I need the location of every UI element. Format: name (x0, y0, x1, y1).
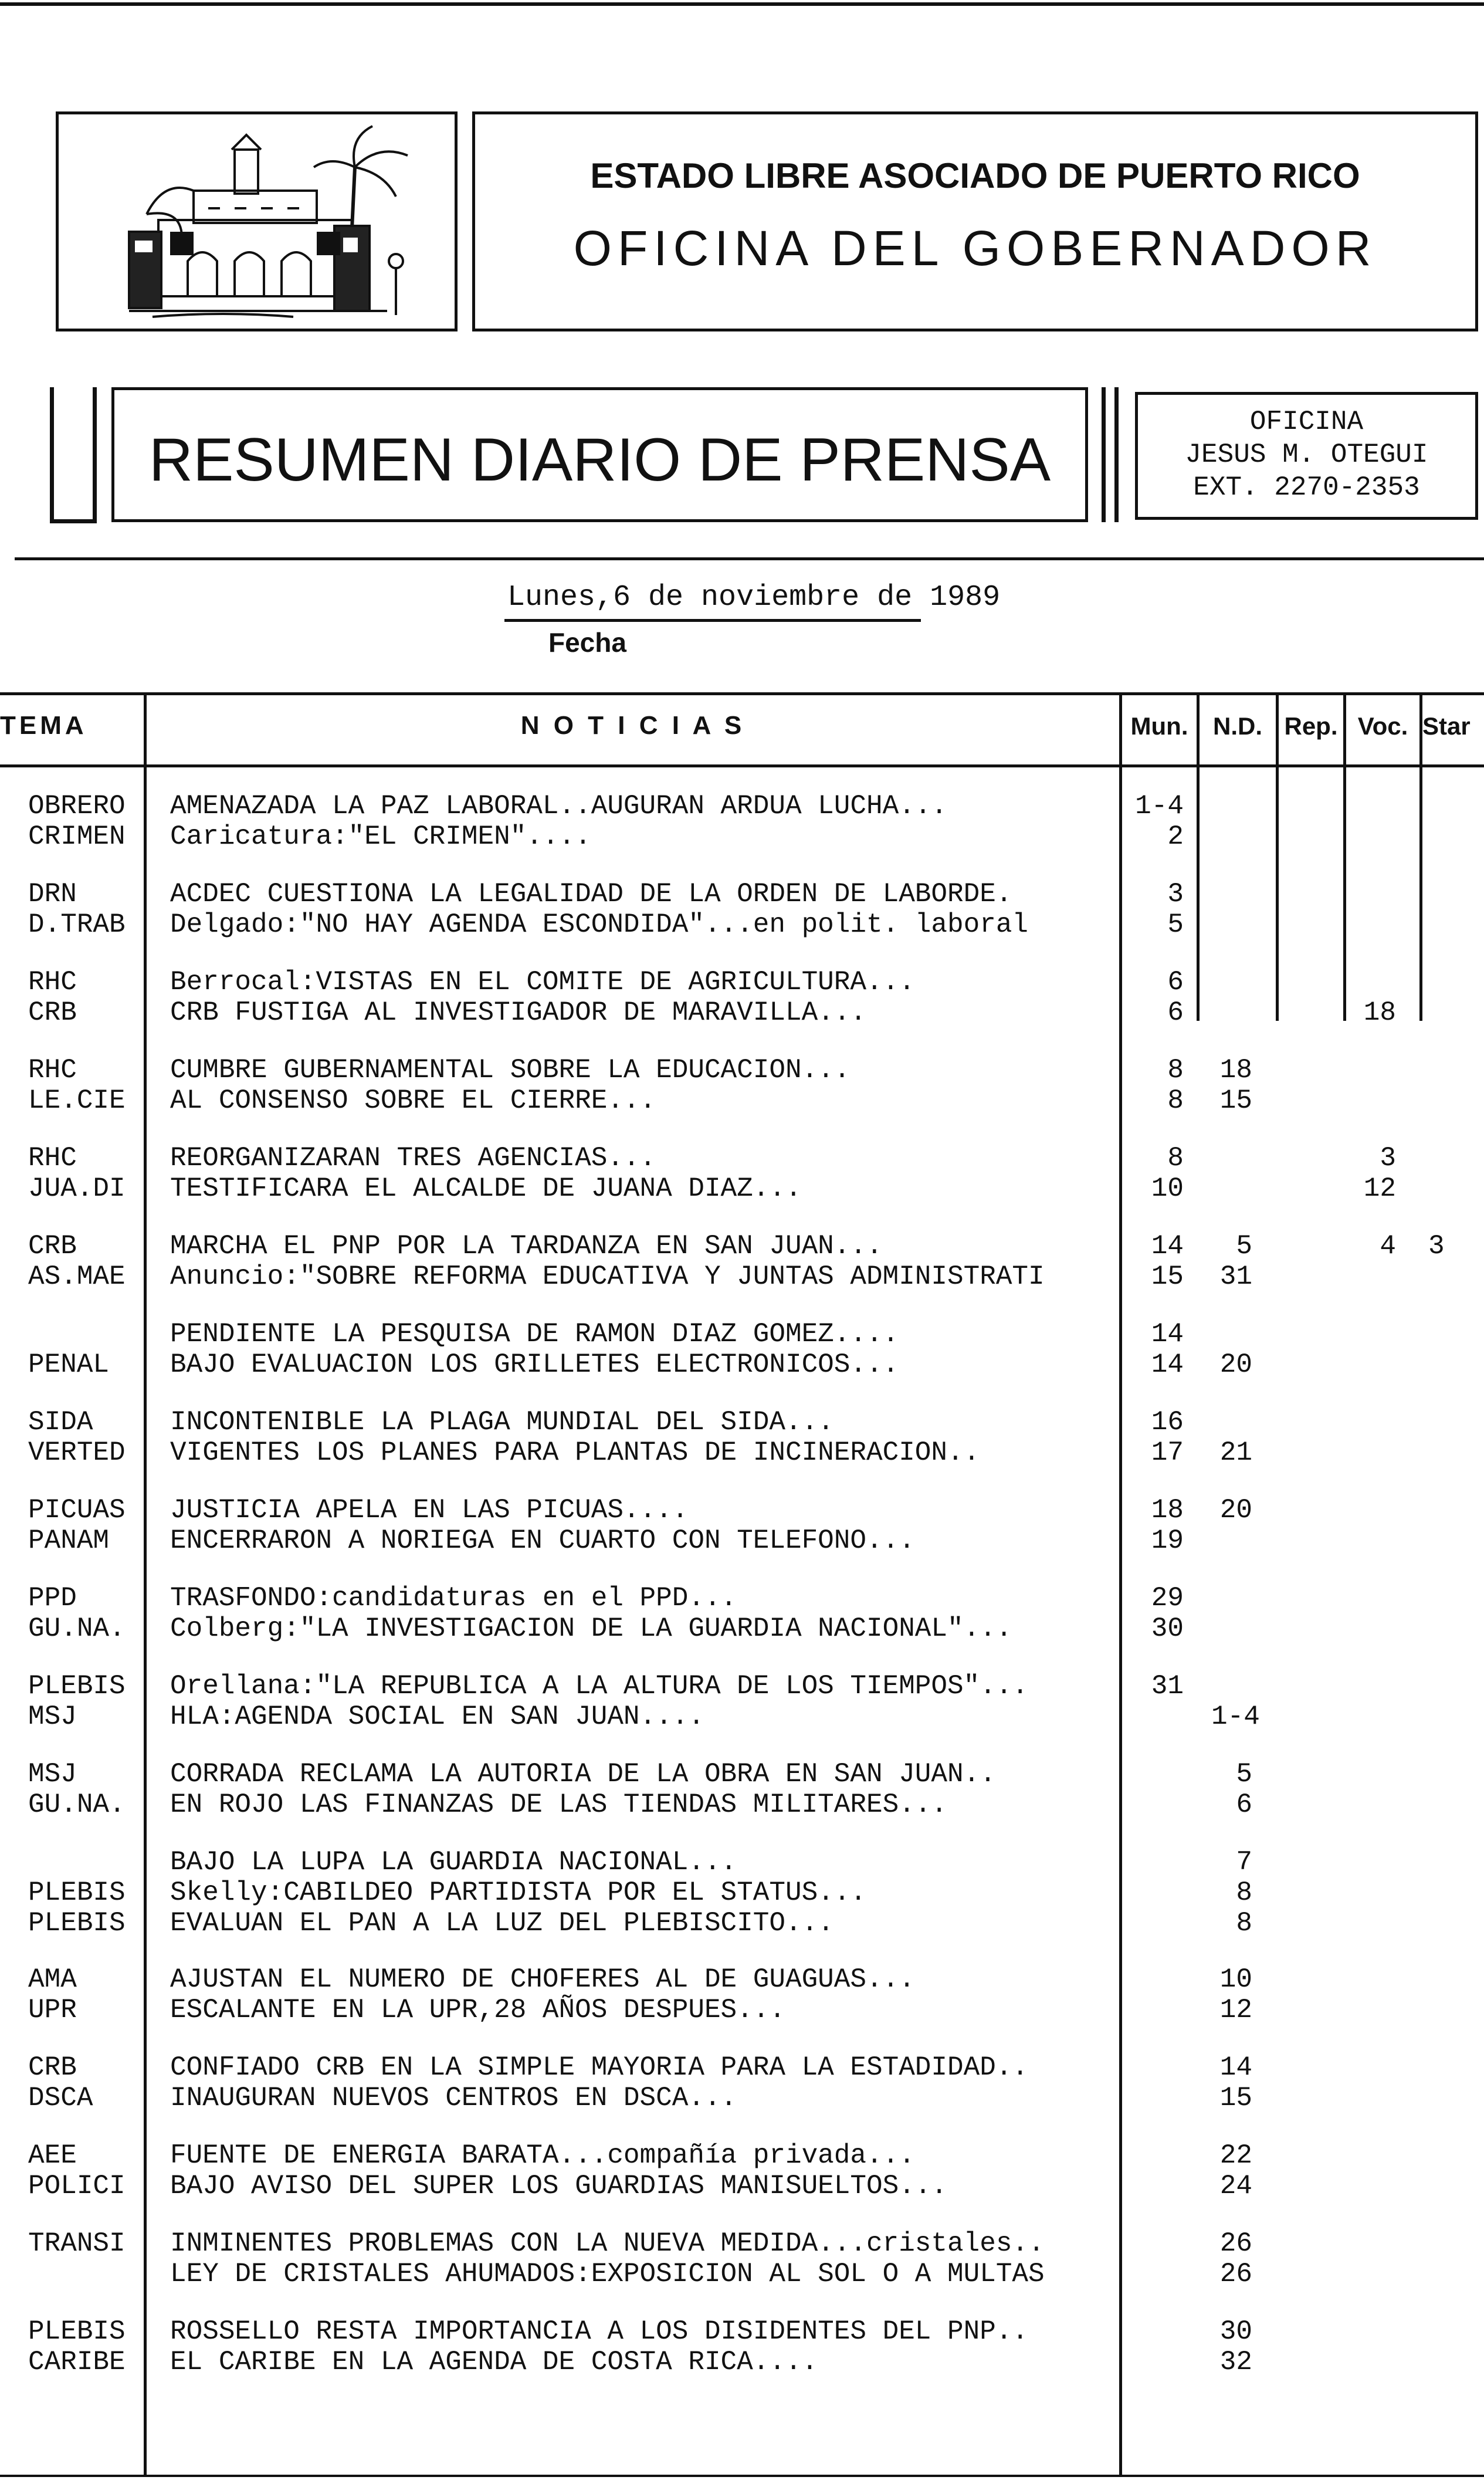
cell-mun: 31 (1151, 1671, 1184, 1701)
table-row (0, 967, 1484, 997)
cell-nd: 18 (1219, 1055, 1252, 1085)
cell-tema: PENAL (28, 1349, 110, 1380)
header-tema: TEMA (0, 711, 87, 740)
cell-nd: 1-4 (1211, 1701, 1260, 1732)
letterhead-line-1: ESTADO LIBRE ASOCIADO DE PUERTO RICO (590, 156, 1360, 195)
cell-tema: PPD (28, 1583, 77, 1613)
header-noticias: N O T I C I A S (520, 711, 746, 740)
cell-star: 3 (1428, 1231, 1445, 1261)
cell-noticia: EN ROJO LAS FINANZAS DE LAS TIENDAS MILITARES... (170, 1789, 948, 1820)
page-bottom-rule (0, 2475, 1484, 2477)
cell-noticia: Anuncio:"SOBRE REFORMA EDUCATIVA Y JUNTAS ADMINISTRATI (170, 1261, 1045, 1292)
cell-tema: SIDA (28, 1407, 93, 1437)
table-row (0, 1143, 1484, 1173)
cell-nd: 15 (1219, 2083, 1252, 2113)
table-row (0, 1173, 1484, 1204)
cell-noticia: Berrocal:VISTAS EN EL COMITE DE AGRICULTURA... (170, 967, 915, 997)
cell-tema: GU.NA. (28, 1789, 126, 1820)
cell-noticia: PENDIENTE LA PESQUISA DE RAMON DIAZ GOMEZ.... (170, 1319, 899, 1349)
cell-tema: RHC (28, 967, 77, 997)
cell-noticia: Orellana:"LA REPUBLICA A LA ALTURA DE LOS TIEMPOS"... (170, 1671, 1029, 1701)
table-row (0, 997, 1484, 1028)
cell-nd: 8 (1236, 1877, 1252, 1908)
cell-mun: 14 (1151, 1319, 1184, 1349)
cell-tema: CARIBE (28, 2347, 126, 2377)
date-label: Fecha (548, 627, 626, 658)
cell-noticia: INAUGURAN NUEVOS CENTROS EN DSCA... (170, 2083, 737, 2113)
cell-mun: 3 (1167, 879, 1184, 909)
table-row (0, 791, 1484, 821)
cell-noticia: TESTIFICARA EL ALCALDE DE JUANA DIAZ... (170, 1173, 802, 1204)
table-row (0, 1085, 1484, 1116)
cell-noticia: TRASFONDO:candidaturas en el PPD... (170, 1583, 737, 1613)
table-row (0, 821, 1484, 852)
cell-mun: 2 (1167, 821, 1184, 852)
cell-tema: TRANSI (28, 2228, 126, 2259)
cell-noticia: CUMBRE GUBERNAMENTAL SOBRE LA EDUCACION... (170, 1055, 851, 1085)
cell-tema: PLEBIS (28, 1671, 126, 1701)
cell-tema: DSCA (28, 2083, 93, 2113)
cell-voc: 18 (1363, 997, 1396, 1028)
cell-noticia: INMINENTES PROBLEMAS CON LA NUEVA MEDIDA...cristales.. (170, 2228, 1045, 2259)
header-mun: Mun. (1130, 712, 1188, 740)
cell-noticia: INCONTENIBLE LA PLAGA MUNDIAL DEL SIDA... (170, 1407, 834, 1437)
cell-noticia: ENCERRARON A NORIEGA EN CUARTO CON TELEFONO... (170, 1525, 915, 1556)
table-row (0, 1847, 1484, 1877)
table-row (0, 2228, 1484, 2259)
cell-mun: 17 (1151, 1437, 1184, 1468)
table-row (0, 1701, 1484, 1732)
cell-noticia: CORRADA RECLAMA LA AUTORIA DE LA OBRA EN SAN JUAN.. (170, 1759, 996, 1789)
cell-nd: 7 (1236, 1847, 1252, 1877)
table-row (0, 1964, 1484, 1995)
cell-tema: VERTED (28, 1437, 126, 1468)
letterhead-line-2: OFICINA DEL GOBERNADOR (573, 221, 1377, 276)
cell-nd: 10 (1219, 1964, 1252, 1995)
cell-nd: 14 (1219, 2052, 1252, 2083)
cell-mun: 29 (1151, 1583, 1184, 1613)
cell-noticia: Delgado:"NO HAY AGENDA ESCONDIDA"...en polit. laboral (170, 909, 1029, 940)
cell-voc: 4 (1380, 1231, 1396, 1261)
header-star: Star (1422, 712, 1471, 740)
table-header-rule (0, 764, 1484, 767)
cell-tema: RHC (28, 1055, 77, 1085)
cell-mun: 5 (1167, 909, 1184, 940)
cell-nd: 8 (1236, 1908, 1252, 1938)
table-row (0, 2083, 1484, 2113)
banner-title: RESUMEN DIARIO DE PRENSA (148, 426, 1051, 494)
cell-tema: CRIMEN (28, 821, 126, 852)
cell-nd: 5 (1236, 1759, 1252, 1789)
cell-mun: 15 (1151, 1261, 1184, 1292)
table-row (0, 1349, 1484, 1380)
cell-noticia: Skelly:CABILDEO PARTIDISTA POR EL STATUS... (170, 1877, 866, 1908)
cell-nd: 32 (1219, 2347, 1252, 2377)
cell-mun: 18 (1151, 1495, 1184, 1525)
cell-mun: 8 (1167, 1055, 1184, 1085)
cell-tema: MSJ (28, 1701, 77, 1732)
header-voc: Voc. (1357, 712, 1408, 740)
cell-tema: PICUAS (28, 1495, 126, 1525)
cell-tema: AMA (28, 1964, 77, 1995)
fortaleza-building-logo (59, 114, 455, 329)
table-row (0, 2171, 1484, 2201)
cell-mun: 10 (1151, 1173, 1184, 1204)
cell-nd: 22 (1219, 2140, 1252, 2171)
cell-tema: OBRERO (28, 791, 126, 821)
table-row (0, 1583, 1484, 1613)
cell-tema: CRB (28, 2052, 77, 2083)
cell-tema: MSJ (28, 1759, 77, 1789)
cell-noticia: ROSSELLO RESTA IMPORTANCIA A LOS DISIDENTES DEL PNP.. (170, 2316, 1029, 2347)
cell-noticia: MARCHA EL PNP POR LA TARDANZA EN SAN JUAN... (170, 1231, 883, 1261)
cell-tema: GU.NA. (28, 1613, 126, 1644)
table-row (0, 2052, 1484, 2083)
cell-noticia: CRB FUSTIGA AL INVESTIGADOR DE MARAVILLA... (170, 997, 866, 1028)
table-row (0, 1525, 1484, 1556)
cell-nd: 20 (1219, 1349, 1252, 1380)
cell-noticia: ACDEC CUESTIONA LA LEGALIDAD DE LA ORDEN DE LABORDE. (170, 879, 1012, 909)
table-row (0, 1495, 1484, 1525)
office-box (1135, 392, 1478, 520)
cell-tema: LE.CIE (28, 1085, 126, 1116)
page-top-edge (0, 2, 1484, 6)
cell-noticia: BAJO EVALUACION LOS GRILLETES ELECTRONICOS... (170, 1349, 899, 1380)
cell-voc: 3 (1380, 1143, 1396, 1173)
cell-tema: PLEBIS (28, 1908, 126, 1938)
cell-noticia: REORGANIZARAN TRES AGENCIAS... (170, 1143, 656, 1173)
cell-tema: AEE (28, 2140, 77, 2171)
cell-tema: RHC (28, 1143, 77, 1173)
cell-noticia: CONFIADO CRB EN LA SIMPLE MAYORIA PARA LA ESTADIDAD.. (170, 2052, 1029, 2083)
cell-noticia: BAJO LA LUPA LA GUARDIA NACIONAL... (170, 1847, 737, 1877)
cell-mun: 1-4 (1135, 791, 1184, 821)
table-row (0, 1908, 1484, 1938)
cell-mun: 8 (1167, 1143, 1184, 1173)
cell-mun: 14 (1151, 1231, 1184, 1261)
banner-bar-right-2 (1114, 387, 1119, 522)
table-row (0, 2316, 1484, 2347)
cell-tema: CRB (28, 1231, 77, 1261)
table-row (0, 1789, 1484, 1820)
cell-tema: PLEBIS (28, 1877, 126, 1908)
table-row (0, 1613, 1484, 1644)
cell-tema: PLEBIS (28, 2316, 126, 2347)
cell-nd: 31 (1219, 1261, 1252, 1292)
table-row (0, 1261, 1484, 1292)
table-row (0, 1671, 1484, 1701)
cell-noticia: VIGENTES LOS PLANES PARA PLANTAS DE INCINERACION.. (170, 1437, 980, 1468)
cell-noticia: Caricatura:"EL CRIMEN".... (170, 821, 591, 852)
date-value: Lunes,6 de noviembre de 1989 (507, 581, 1001, 614)
table-row (0, 1231, 1484, 1261)
table-row (0, 1407, 1484, 1437)
cell-noticia: JUSTICIA APELA EN LAS PICUAS.... (170, 1495, 689, 1525)
office-name: JESUS M. OTEGUI (1185, 439, 1428, 470)
cell-nd: 26 (1219, 2259, 1252, 2289)
table-row (0, 2259, 1484, 2289)
cell-noticia: Colberg:"LA INVESTIGACION DE LA GUARDIA NACIONAL"... (170, 1613, 1012, 1644)
cell-mun: 6 (1167, 997, 1184, 1028)
banner-bar-left-bottom (50, 519, 97, 523)
cell-noticia: AMENAZADA LA PAZ LABORAL..AUGURAN ARDUA LUCHA... (170, 791, 948, 821)
cell-noticia: HLA:AGENDA SOCIAL EN SAN JUAN.... (170, 1701, 704, 1732)
cell-nd: 15 (1219, 1085, 1252, 1116)
cell-mun: 8 (1167, 1085, 1184, 1116)
table-row (0, 1319, 1484, 1349)
cell-noticia: EVALUAN EL PAN A LA LUZ DEL PLEBISCITO... (170, 1908, 834, 1938)
cell-nd: 26 (1219, 2228, 1252, 2259)
cell-noticia: FUENTE DE ENERGIA BARATA...compañía privada... (170, 2140, 915, 2171)
cell-mun: 14 (1151, 1349, 1184, 1380)
banner-rule (15, 557, 1484, 560)
cell-mun: 19 (1151, 1525, 1184, 1556)
table-row (0, 1437, 1484, 1468)
banner-bar-right-1 (1102, 387, 1106, 522)
cell-nd: 5 (1236, 1231, 1252, 1261)
cell-tema: DRN (28, 879, 77, 909)
cell-tema: UPR (28, 1995, 77, 2025)
cell-tema: AS.MAE (28, 1261, 126, 1292)
cell-noticia: BAJO AVISO DEL SUPER LOS GUARDIAS MANISUELTOS... (170, 2171, 948, 2201)
cell-nd: 21 (1219, 1437, 1252, 1468)
cell-tema: POLICI (28, 2171, 126, 2201)
table-row (0, 2140, 1484, 2171)
banner-title-box (111, 387, 1088, 522)
letterhead-box (472, 111, 1478, 331)
table-row (0, 1877, 1484, 1908)
cell-tema: D.TRAB (28, 909, 126, 940)
table-row (0, 909, 1484, 940)
office-ext: EXT. 2270-2353 (1193, 472, 1420, 503)
cell-mun: 6 (1167, 967, 1184, 997)
banner-bar-left-1 (50, 387, 54, 522)
cell-mun: 30 (1151, 1613, 1184, 1644)
cell-noticia: EL CARIBE EN LA AGENDA DE COSTA RICA.... (170, 2347, 818, 2377)
table-top-rule (0, 692, 1484, 695)
seal-box (56, 111, 458, 331)
cell-noticia: LEY DE CRISTALES AHUMADOS:EXPOSICION AL SOL O A MULTAS (170, 2259, 1045, 2289)
cell-tema: CRB (28, 997, 77, 1028)
table-row (0, 1759, 1484, 1789)
header-rep: Rep. (1284, 712, 1338, 740)
table-row (0, 1055, 1484, 1085)
cell-noticia: AL CONSENSO SOBRE EL CIERRE... (170, 1085, 656, 1116)
date-underline (504, 619, 921, 622)
banner-bar-left-2 (93, 387, 97, 522)
header-nd: N.D. (1213, 712, 1262, 740)
office-label: OFICINA (1249, 407, 1364, 437)
cell-nd: 30 (1219, 2316, 1252, 2347)
cell-noticia: AJUSTAN EL NUMERO DE CHOFERES AL DE GUAGUAS... (170, 1964, 915, 1995)
cell-noticia: ESCALANTE EN LA UPR,28 AÑOS DESPUES... (170, 1995, 785, 2025)
cell-nd: 12 (1219, 1995, 1252, 2025)
cell-voc: 12 (1363, 1173, 1396, 1204)
cell-mun: 16 (1151, 1407, 1184, 1437)
cell-nd: 24 (1219, 2171, 1252, 2201)
table-row (0, 1995, 1484, 2025)
cell-nd: 6 (1236, 1789, 1252, 1820)
table-row (0, 2347, 1484, 2377)
cell-nd: 20 (1219, 1495, 1252, 1525)
table-row (0, 879, 1484, 909)
cell-tema: PANAM (28, 1525, 110, 1556)
cell-tema: JUA.DI (28, 1173, 126, 1204)
